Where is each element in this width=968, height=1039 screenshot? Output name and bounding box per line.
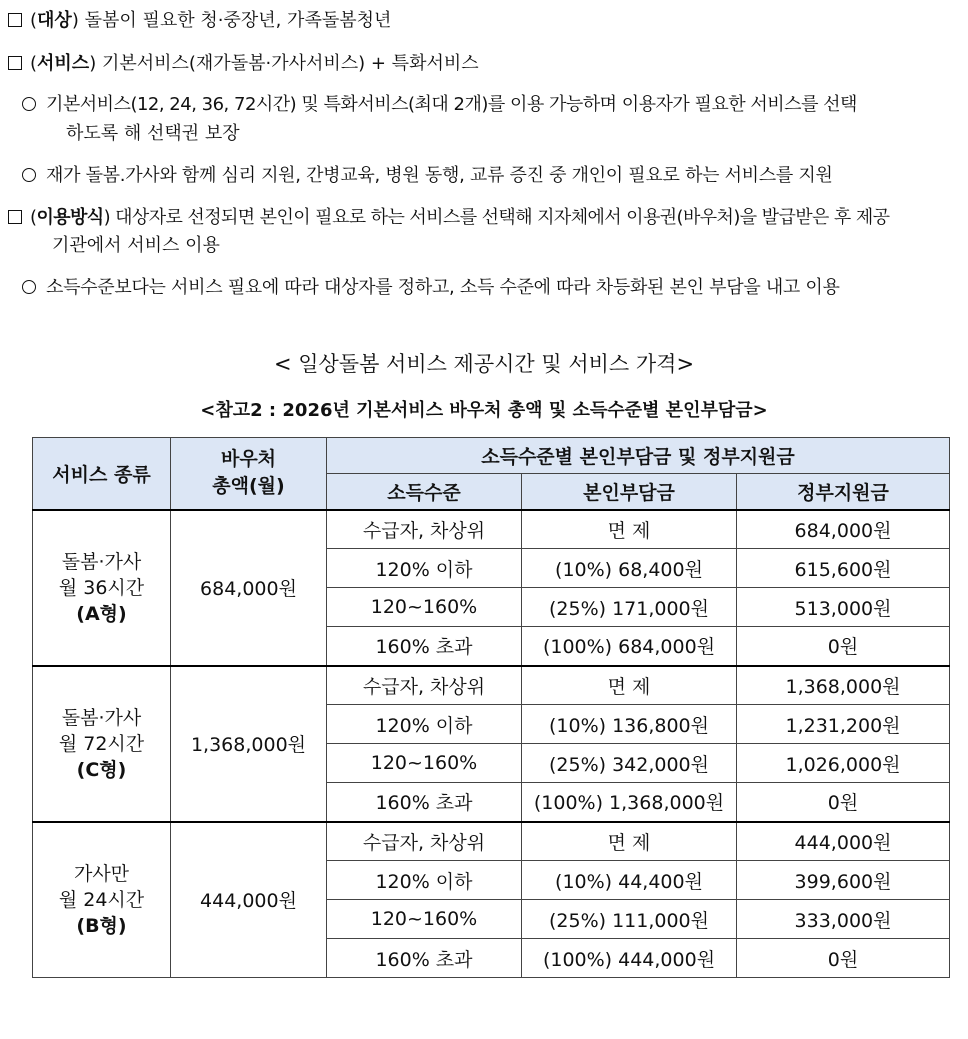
service-type-code: (B형) — [76, 914, 127, 937]
copay-cell: (25%) 342,000원 — [522, 744, 737, 783]
target-label: 대상 — [37, 10, 72, 31]
copay-cell: 면 제 — [522, 510, 737, 549]
income-cell: 160% 초과 — [327, 783, 522, 822]
group-c — [33, 666, 950, 822]
service-line: (서비스) 기본서비스(재가돌봄·가사서비스) + 특화서비스 — [8, 53, 479, 75]
subsidy-cell: 1,368,000원 — [737, 666, 950, 705]
service-type-line2: 월 72시간 — [58, 732, 145, 755]
square-bullet-icon — [8, 56, 22, 70]
service-detail-1-cont: 하도록 해 선택권 보장 — [66, 123, 240, 144]
voucher-cell: 1,368,000원 — [171, 666, 327, 822]
copay-cell: (25%) 111,000원 — [522, 900, 737, 939]
voucher-cell: 444,000원 — [171, 822, 327, 978]
service-type-line2: 월 24시간 — [58, 888, 145, 911]
header-income-group: 소득수준별 본인부담금 및 정부지원금 — [327, 438, 950, 474]
header-copay: 본인부담금 — [522, 474, 737, 510]
subsidy-cell: 399,600원 — [737, 861, 950, 900]
income-cell: 수급자, 차상위 — [327, 666, 522, 705]
subsidy-cell: 615,600원 — [737, 549, 950, 588]
income-cell: 160% 초과 — [327, 627, 522, 666]
service-type-line1: 가사만 — [73, 862, 130, 885]
income-cell: 120% 이하 — [327, 549, 522, 588]
subsidy-cell: 333,000원 — [737, 900, 950, 939]
service-type-cell — [33, 666, 171, 822]
service-detail-2-text: 재가 돌봄.가사와 함께 심리 지원, 간병교육, 병원 동행, 교류 증진 중 개인이 필요로 하는 서비스를 지원 — [46, 165, 833, 186]
circle-bullet-icon — [22, 280, 36, 294]
table-row — [33, 666, 950, 705]
income-cell: 120% 이하 — [327, 861, 522, 900]
subsidy-cell: 684,000원 — [737, 510, 950, 549]
header-service-type: 서비스 종류 — [33, 438, 171, 510]
header-voucher-line2: 총액(월) — [212, 475, 285, 498]
copay-cell: (10%) 68,400원 — [522, 549, 737, 588]
subsidy-cell: 0원 — [737, 939, 950, 978]
method-detail — [22, 277, 840, 299]
income-cell: 120~160% — [327, 900, 522, 939]
income-cell: 120~160% — [327, 588, 522, 627]
square-bullet-icon — [8, 13, 22, 27]
table-title: <참고2 : 2026년 기본서비스 바우처 총액 및 소득수준별 본인부담금> — [200, 400, 768, 421]
service-type-line1: 돌봄·가사 — [61, 550, 142, 573]
table-row — [33, 510, 950, 549]
subsidy-cell: 1,231,200원 — [737, 705, 950, 744]
service-type-code: (A형) — [76, 602, 127, 625]
service-type-cell — [33, 510, 171, 666]
section-title: < 일상돌봄 서비스 제공시간 및 서비스 가격> — [273, 352, 695, 376]
header-income: 소득수준 — [327, 474, 522, 510]
group-a — [33, 510, 950, 666]
method-label: 이용방식 — [36, 207, 104, 228]
method-detail-text: 소득수준보다는 서비스 필요에 따라 대상자를 정하고, 소득 수준에 따라 차등화된 본인 부담을 내고 이용 — [46, 277, 840, 298]
square-bullet-icon — [8, 210, 22, 224]
method-text: 대상자로 선정되면 본인이 필요로 하는 서비스를 선택해 지자체에서 이용권(바우처)을 발급받은 후 제공 — [115, 207, 890, 228]
copay-cell: 면 제 — [522, 666, 737, 705]
subsidy-cell: 444,000원 — [737, 822, 950, 861]
service-detail-1 — [22, 94, 857, 116]
subsidy-cell: 0원 — [737, 627, 950, 666]
income-cell: 120~160% — [327, 744, 522, 783]
header-voucher-line1: 바우처 — [220, 448, 277, 471]
service-type-cell — [33, 822, 171, 978]
service-detail-1-text: 기본서비스(12, 24, 36, 72시간) 및 특화서비스(최대 2개)를 이용 가능하며 이용자가 필요한 서비스를 선택 — [46, 94, 857, 115]
circle-bullet-icon — [22, 97, 36, 111]
income-cell: 수급자, 차상위 — [327, 822, 522, 861]
copay-cell: (10%) 44,400원 — [522, 861, 737, 900]
copay-cell: (100%) 1,368,000원 — [522, 783, 737, 822]
target-text: 돌봄이 필요한 청·중장년, 가족돌봄청년 — [84, 10, 392, 31]
header-voucher — [171, 438, 327, 510]
copay-cell: (100%) 444,000원 — [522, 939, 737, 978]
subsidy-cell: 0원 — [737, 783, 950, 822]
header-subsidy: 정부지원금 — [737, 474, 950, 510]
service-text: 기본서비스(재가돌봄·가사서비스) + 특화서비스 — [101, 53, 479, 74]
income-cell: 수급자, 차상위 — [327, 510, 522, 549]
copay-cell: (25%) 171,000원 — [522, 588, 737, 627]
circle-bullet-icon — [22, 168, 36, 182]
method-line: (이용방식) 대상자로 선정되면 본인이 필요로 하는 서비스를 선택해 지자체에서 이용권(바우처)을 발급받은 후 제공 — [8, 207, 889, 229]
copay-cell: (10%) 136,800원 — [522, 705, 737, 744]
target-line: (대상) 돌봄이 필요한 청·중장년, 가족돌봄청년 — [8, 10, 391, 32]
subsidy-cell: 513,000원 — [737, 588, 950, 627]
service-type-line1: 돌봄·가사 — [61, 706, 142, 729]
income-cell: 120% 이하 — [327, 705, 522, 744]
group-b — [33, 822, 950, 978]
subsidy-cell: 1,026,000원 — [737, 744, 950, 783]
method-line-cont: 기관에서 서비스 이용 — [52, 235, 220, 256]
service-type-code: (C형) — [76, 758, 127, 781]
copay-cell: (100%) 684,000원 — [522, 627, 737, 666]
copay-cell: 면 제 — [522, 822, 737, 861]
service-detail-2 — [22, 165, 833, 187]
income-cell: 160% 초과 — [327, 939, 522, 978]
voucher-cell: 684,000원 — [171, 510, 327, 666]
service-label: 서비스 — [37, 53, 90, 74]
service-type-line2: 월 36시간 — [58, 576, 145, 599]
table-row — [33, 822, 950, 861]
price-table — [32, 437, 950, 978]
